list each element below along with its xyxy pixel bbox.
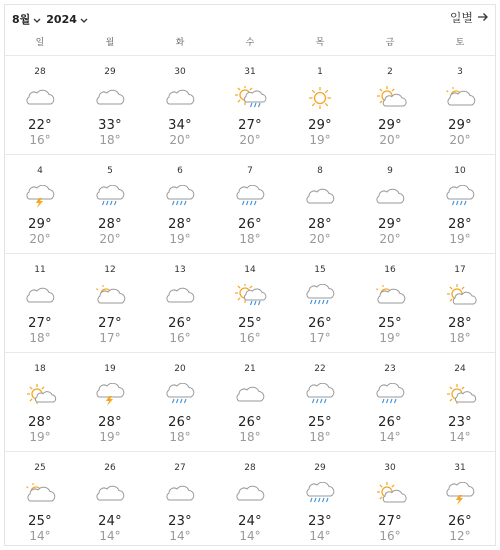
cloudy-icon <box>163 482 197 506</box>
day-date: 30 <box>174 67 186 77</box>
day-date: 31 <box>454 463 466 473</box>
high-temperature: 24° <box>98 514 122 529</box>
low-temperature: 19° <box>449 232 471 246</box>
day-cell[interactable] <box>75 353 145 451</box>
cloudy-icon <box>163 86 197 110</box>
mostly-cloudy-icon <box>23 482 57 506</box>
day-date: 8 <box>317 166 323 176</box>
rain-icon <box>93 185 127 209</box>
cloudy-icon <box>23 86 57 110</box>
day-cell[interactable] <box>425 155 495 253</box>
high-temperature: 28° <box>168 217 192 232</box>
day-date: 2 <box>387 67 393 77</box>
cloudy-icon <box>303 185 337 209</box>
sun-rain-icon <box>233 86 267 110</box>
low-temperature: 19° <box>99 430 121 444</box>
low-temperature: 17° <box>309 331 331 345</box>
day-cell[interactable] <box>215 353 285 451</box>
high-temperature: 27° <box>238 118 262 133</box>
low-temperature: 19° <box>169 232 191 246</box>
day-date: 10 <box>454 166 466 176</box>
low-temperature: 18° <box>29 331 51 345</box>
high-temperature: 26° <box>168 415 192 430</box>
day-cell[interactable] <box>75 155 145 253</box>
low-temperature: 19° <box>379 331 401 345</box>
low-temperature: 16° <box>29 133 51 147</box>
low-temperature: 16° <box>239 331 261 345</box>
rain-icon <box>373 383 407 407</box>
cloudy-icon <box>373 185 407 209</box>
high-temperature: 26° <box>378 415 402 430</box>
high-temperature: 33° <box>98 118 122 133</box>
low-temperature: 18° <box>99 133 121 147</box>
low-temperature: 20° <box>99 232 121 246</box>
weekday-label: 월 <box>105 38 115 48</box>
weekday-header-row <box>5 35 495 53</box>
cloudy-icon <box>233 482 267 506</box>
rain-icon <box>233 185 267 209</box>
day-date: 27 <box>174 463 186 473</box>
rain-icon <box>163 185 197 209</box>
day-cell[interactable] <box>215 56 285 154</box>
arrow-right-icon <box>477 11 489 25</box>
day-date: 24 <box>454 364 466 374</box>
week-row <box>5 55 495 154</box>
day-date: 29 <box>104 67 116 77</box>
weekday-label: 토 <box>455 38 465 48</box>
high-temperature: 29° <box>378 118 402 133</box>
low-temperature: 20° <box>309 232 331 246</box>
rain-icon <box>303 383 337 407</box>
day-date: 9 <box>387 166 393 176</box>
low-temperature: 12° <box>449 529 471 543</box>
day-cell[interactable] <box>145 56 215 154</box>
day-cell[interactable] <box>355 155 425 253</box>
day-cell[interactable] <box>425 56 495 154</box>
high-temperature: 28° <box>308 217 332 232</box>
high-temperature: 27° <box>378 514 402 529</box>
high-temperature: 26° <box>308 316 332 331</box>
year-label: 2024 <box>46 12 77 26</box>
high-temperature: 23° <box>168 514 192 529</box>
high-temperature: 28° <box>98 415 122 430</box>
week-row <box>5 352 495 451</box>
day-date: 7 <box>247 166 253 176</box>
low-temperature: 18° <box>169 430 191 444</box>
low-temperature: 20° <box>169 133 191 147</box>
day-date: 20 <box>174 364 186 374</box>
rain-icon <box>163 383 197 407</box>
low-temperature: 16° <box>169 331 191 345</box>
high-temperature: 25° <box>238 316 262 331</box>
low-temperature: 18° <box>309 430 331 444</box>
daily-view-link[interactable] <box>450 9 489 26</box>
day-date: 15 <box>314 265 326 275</box>
weekday-label: 금 <box>385 38 395 48</box>
week-row <box>5 154 495 253</box>
low-temperature: 19° <box>29 430 51 444</box>
high-temperature: 26° <box>238 217 262 232</box>
day-date: 28 <box>34 67 46 77</box>
day-date: 14 <box>244 265 256 275</box>
weekday-label: 목 <box>315 38 325 48</box>
cloudy-icon <box>233 383 267 407</box>
day-cell[interactable] <box>215 452 285 550</box>
thunderstorm-icon <box>93 383 127 407</box>
day-date: 25 <box>34 463 46 473</box>
day-cell[interactable] <box>5 56 75 154</box>
day-date: 31 <box>244 67 256 77</box>
day-cell[interactable] <box>355 56 425 154</box>
partly-cloudy-icon <box>443 284 477 308</box>
week-row <box>5 253 495 352</box>
day-cell[interactable] <box>285 254 355 352</box>
cloudy-icon <box>163 284 197 308</box>
day-date: 11 <box>34 265 46 275</box>
month-year-selector <box>12 11 89 27</box>
day-cell[interactable] <box>425 452 495 550</box>
day-date: 13 <box>174 265 186 275</box>
low-temperature: 16° <box>379 529 401 543</box>
rain-icon <box>443 185 477 209</box>
mostly-cloudy-icon <box>93 284 127 308</box>
heavy-rain-icon <box>303 284 337 308</box>
day-cell[interactable] <box>285 452 355 550</box>
sun-cloud-icon <box>23 383 57 407</box>
day-date: 21 <box>244 364 256 374</box>
day-date: 16 <box>384 265 396 275</box>
low-temperature: 18° <box>239 430 261 444</box>
day-date: 18 <box>34 364 46 374</box>
day-cell[interactable] <box>285 56 355 154</box>
high-temperature: 28° <box>98 217 122 232</box>
day-cell[interactable] <box>425 254 495 352</box>
weekday-label: 화 <box>175 38 185 48</box>
high-temperature: 28° <box>448 217 472 232</box>
chevron-down-icon <box>79 15 89 23</box>
day-cell[interactable] <box>355 254 425 352</box>
calendar-panel <box>4 4 496 546</box>
low-temperature: 20° <box>29 232 51 246</box>
high-temperature: 25° <box>308 415 332 430</box>
low-temperature: 14° <box>309 529 331 543</box>
low-temperature: 18° <box>239 232 261 246</box>
day-cell[interactable] <box>145 353 215 451</box>
day-cell[interactable] <box>75 56 145 154</box>
low-temperature: 20° <box>449 133 471 147</box>
weekday-label: 일 <box>35 38 45 48</box>
high-temperature: 23° <box>308 514 332 529</box>
calendar-header <box>5 5 495 31</box>
day-cell[interactable] <box>355 452 425 550</box>
cloudy-icon <box>23 284 57 308</box>
high-temperature: 23° <box>448 415 472 430</box>
day-date: 17 <box>454 265 466 275</box>
week-row <box>5 451 495 550</box>
high-temperature: 29° <box>308 118 332 133</box>
day-cell[interactable] <box>5 353 75 451</box>
low-temperature: 14° <box>379 430 401 444</box>
day-cell[interactable] <box>215 155 285 253</box>
high-temperature: 26° <box>238 415 262 430</box>
day-date: 23 <box>384 364 396 374</box>
day-date: 1 <box>317 67 323 77</box>
day-date: 4 <box>37 166 43 176</box>
partly-cloudy-icon <box>373 482 407 506</box>
thunderstorm-icon <box>23 185 57 209</box>
high-temperature: 27° <box>98 316 122 331</box>
sun-rain-icon <box>233 284 267 308</box>
high-temperature: 25° <box>28 514 52 529</box>
day-cell[interactable] <box>145 254 215 352</box>
day-cell[interactable] <box>425 353 495 451</box>
high-temperature: 28° <box>448 316 472 331</box>
weekday-label: 수 <box>245 38 255 48</box>
low-temperature: 20° <box>379 133 401 147</box>
high-temperature: 27° <box>28 316 52 331</box>
high-temperature: 24° <box>238 514 262 529</box>
high-temperature: 26° <box>448 514 472 529</box>
high-temperature: 22° <box>28 118 52 133</box>
cloudy-icon <box>93 86 127 110</box>
day-date: 26 <box>104 463 116 473</box>
day-cell[interactable] <box>75 254 145 352</box>
high-temperature: 34° <box>168 118 192 133</box>
low-temperature: 14° <box>449 430 471 444</box>
low-temperature: 19° <box>309 133 331 147</box>
day-date: 29 <box>314 463 326 473</box>
high-temperature: 29° <box>448 118 472 133</box>
chevron-down-icon[interactable] <box>32 15 42 23</box>
low-temperature: 20° <box>239 133 261 147</box>
low-temperature: 18° <box>449 331 471 345</box>
day-date: 6 <box>177 166 183 176</box>
low-temperature: 20° <box>379 232 401 246</box>
month-label[interactable]: 8월 <box>12 13 31 26</box>
low-temperature: 14° <box>169 529 191 543</box>
day-date: 30 <box>384 463 396 473</box>
low-temperature: 17° <box>99 331 121 345</box>
day-cell[interactable] <box>5 254 75 352</box>
day-date: 12 <box>104 265 116 275</box>
mostly-cloudy-icon <box>373 284 407 308</box>
high-temperature: 26° <box>168 316 192 331</box>
thunderstorm-icon <box>443 482 477 506</box>
high-temperature: 29° <box>378 217 402 232</box>
heavy-rain-icon <box>303 482 337 506</box>
high-temperature: 25° <box>378 316 402 331</box>
day-date: 28 <box>244 463 256 473</box>
day-date: 22 <box>314 364 326 374</box>
day-cell[interactable] <box>5 155 75 253</box>
low-temperature: 14° <box>29 529 51 543</box>
day-cell[interactable] <box>215 254 285 352</box>
high-temperature: 29° <box>28 217 52 232</box>
day-date: 5 <box>107 166 113 176</box>
low-temperature: 14° <box>239 529 261 543</box>
day-cell[interactable] <box>285 155 355 253</box>
sun-cloud-icon <box>443 383 477 407</box>
day-date: 3 <box>457 67 463 77</box>
year-select[interactable] <box>46 13 89 26</box>
low-temperature: 14° <box>99 529 121 543</box>
day-cell[interactable] <box>75 452 145 550</box>
day-cell[interactable] <box>145 452 215 550</box>
day-cell[interactable] <box>5 452 75 550</box>
calendar-grid <box>5 55 495 550</box>
day-cell[interactable] <box>355 353 425 451</box>
partly-cloudy-icon <box>373 86 407 110</box>
day-date: 19 <box>104 364 116 374</box>
high-temperature: 28° <box>28 415 52 430</box>
daily-view-label: 일별 <box>449 11 473 25</box>
sunny-icon <box>303 86 337 110</box>
day-cell[interactable] <box>285 353 355 451</box>
day-cell[interactable] <box>145 155 215 253</box>
mostly-cloudy-icon <box>443 86 477 110</box>
cloudy-icon <box>93 482 127 506</box>
